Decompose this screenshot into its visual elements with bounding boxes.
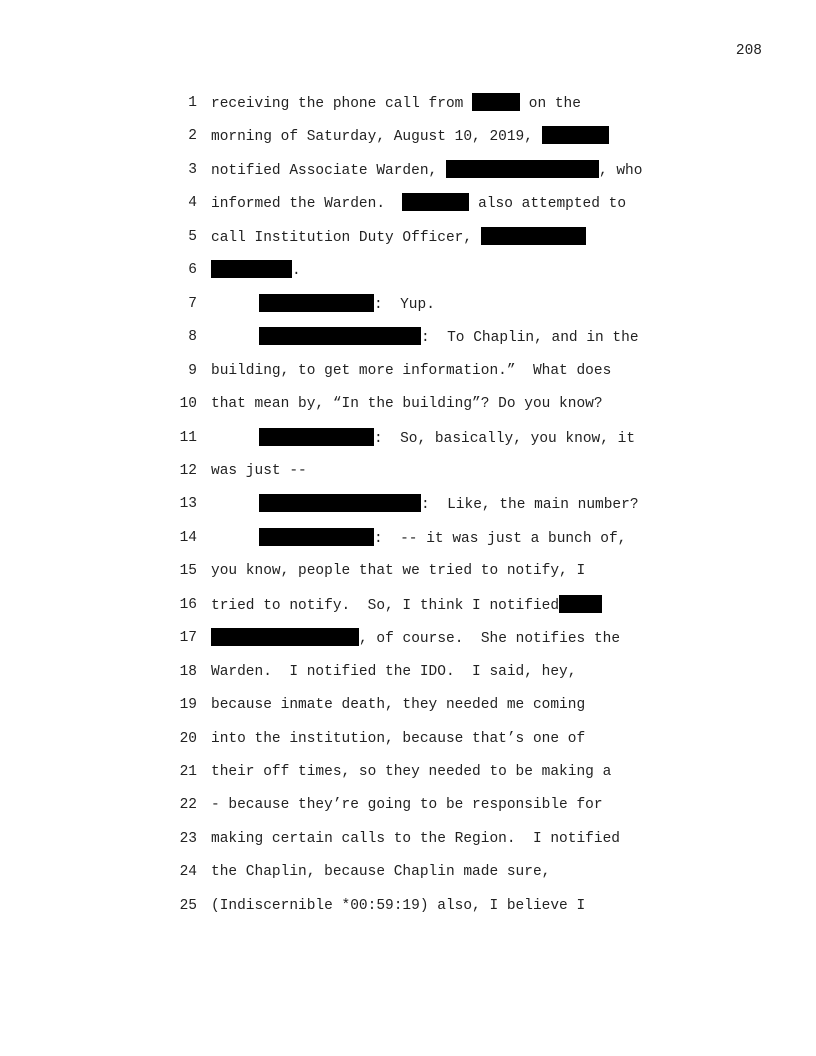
line-text: [259, 428, 635, 449]
text-segment: receiving the phone call from: [211, 96, 473, 112]
text-segment: the Chaplin, because Chaplin made sure,: [211, 864, 551, 881]
line-text: [211, 795, 603, 815]
line-number: 19: [179, 697, 197, 714]
text-segment: : To Chaplin, and in the: [421, 330, 639, 347]
line-text: [211, 126, 609, 147]
text-segment: tried to notify. So, I think I notified: [211, 597, 560, 614]
line-text: [211, 394, 603, 414]
redaction-box: [211, 628, 359, 646]
line-number: 7: [188, 295, 197, 312]
redaction-box: [559, 595, 602, 613]
text-segment: informed the Warden.: [211, 196, 403, 213]
line-text: [211, 862, 550, 882]
line-number: 8: [188, 329, 197, 346]
text-segment: : -- it was just a bunch of,: [374, 530, 627, 547]
line-number: 20: [179, 730, 197, 747]
line-number: 1: [188, 95, 197, 111]
text-segment: their off times, so they needed to be making a: [211, 764, 612, 780]
line-number: 23: [179, 830, 197, 847]
redaction-box: [211, 260, 292, 278]
redaction-box: [259, 327, 421, 345]
line-text: [259, 294, 435, 315]
redaction-box: [472, 93, 520, 111]
text-segment: notified Associate Warden,: [211, 162, 446, 179]
line-number: 5: [188, 228, 197, 245]
text-segment: : Yup.: [374, 296, 435, 313]
text-segment: : Like, the main number?: [421, 497, 639, 514]
line-text: [211, 461, 307, 481]
line-number: 15: [179, 563, 197, 580]
text-segment: was just --: [211, 462, 307, 479]
text-segment: making certain calls to the Region. I notified: [211, 830, 620, 847]
text-segment: call Institution Duty Officer,: [211, 229, 481, 246]
text-segment: Warden. I notified the IDO. I said, hey,: [211, 663, 577, 680]
line-text: [211, 561, 585, 581]
line-number: 24: [179, 864, 197, 881]
text-segment: : So, basically, you know, it: [374, 430, 636, 447]
line-number: 14: [179, 529, 197, 546]
line-text: [259, 494, 639, 515]
line-text: [211, 829, 620, 849]
line-text: [211, 695, 585, 715]
text-segment: building, to get more information.” What does: [211, 362, 612, 379]
line-number: 3: [188, 161, 197, 178]
line-text: [211, 762, 611, 782]
text-segment: because inmate death, they needed me coming: [211, 697, 586, 714]
line-text: [211, 595, 602, 616]
line-number: 9: [188, 362, 197, 379]
line-number: 4: [188, 195, 197, 212]
text-segment: - because they’re going to be responsible for: [211, 797, 603, 814]
page-number: 208: [735, 43, 762, 59]
redaction-box: [259, 294, 374, 312]
redaction-box: [542, 126, 609, 144]
line-text: [211, 160, 642, 181]
line-number: 21: [179, 764, 197, 780]
line-text: [211, 260, 301, 281]
line-text: [211, 628, 620, 649]
line-number: 12: [179, 462, 197, 479]
text-segment: morning of Saturday, August 10, 2019,: [211, 129, 542, 146]
text-segment: , who: [598, 162, 643, 179]
line-text: [211, 361, 611, 381]
line-number: 17: [179, 630, 197, 647]
line-number: 25: [179, 897, 197, 914]
text-segment: on the: [520, 96, 581, 112]
line-text: [211, 729, 585, 749]
line-number: 22: [179, 797, 197, 814]
redaction-box: [446, 160, 599, 178]
line-number: 6: [188, 262, 197, 279]
text-segment: into the institution, because that’s one of: [211, 730, 586, 747]
line-text: [211, 896, 585, 916]
redaction-box: [259, 494, 421, 512]
line-number: 13: [179, 496, 197, 513]
text-segment: that mean by, “In the building”? Do you know?: [211, 396, 603, 413]
line-number: 11: [179, 429, 197, 446]
redaction-box: [259, 528, 374, 546]
line-number: 2: [188, 128, 197, 145]
line-text: [259, 528, 626, 549]
line-text: [259, 327, 639, 348]
redaction-box: [481, 227, 586, 245]
text-segment: (Indiscernible *00:59:19) also, I believe I: [211, 897, 586, 914]
text-segment: , of course. She notifies the: [359, 631, 621, 648]
line-number: 16: [179, 596, 197, 613]
text-segment: also attempted to: [469, 196, 627, 213]
redaction-box: [259, 428, 374, 446]
redaction-box: [402, 193, 469, 211]
line-text: [211, 227, 586, 248]
line-text: [211, 193, 626, 214]
line-text: [211, 93, 581, 114]
text-segment: .: [292, 263, 301, 280]
line-number: 10: [179, 396, 197, 413]
line-number: 18: [179, 663, 197, 680]
line-text: [211, 662, 576, 682]
text-segment: you know, people that we tried to notify, I: [211, 563, 586, 580]
